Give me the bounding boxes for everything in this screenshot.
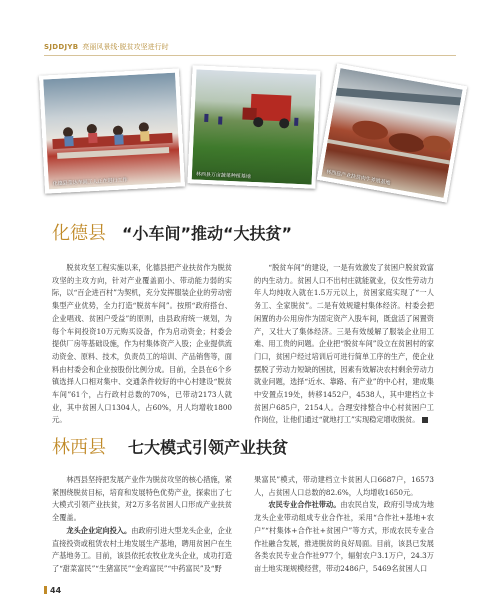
farm-harvest-photo bbox=[187, 65, 320, 188]
article2-headline: 七大模式引领产业扶贫 bbox=[128, 438, 289, 457]
paragraph-text: 由政府引进大型龙头企业，企业直接投资或租赁农村土地发展生产基地，聘用贫困户在生产基地务工。目前，该县依托农牧业龙头企业，成功打造了“甜菜富民”“生猪富民”“金鸡富民”“中药富民”及“野 bbox=[52, 525, 232, 573]
article1-headline: “小车间”推动“大扶贫” bbox=[122, 224, 293, 243]
cattle-barn-photo bbox=[317, 63, 467, 202]
page-header bbox=[44, 40, 169, 54]
photo-caption: 林西县产业扶贫肉牛养殖基地 bbox=[325, 169, 391, 187]
section-title: 亮丽风景线·脱贫攻坚进行时 bbox=[82, 43, 169, 51]
article2-column-right bbox=[254, 474, 434, 576]
article1-paragraph bbox=[254, 262, 434, 427]
article1-column-left bbox=[52, 262, 232, 427]
photo-strip bbox=[42, 62, 458, 202]
article2-paragraph: 林西县坚持把发展产业作为脱贫攻坚的核心措施，紧紧围绕脱贫目标，培育和发展特色优势产业，探索出了七大模式引领产业扶贫，对2万多名贫困人口形成产业扶贫全覆盖。 bbox=[52, 475, 232, 523]
article2-paragraph bbox=[52, 525, 232, 576]
article1-title bbox=[52, 219, 292, 245]
photo-caption: 林西县万亩蔬菜种植基地 bbox=[195, 171, 251, 180]
photo-caption: 化德县莹达车间工人正在进行工作 bbox=[52, 177, 128, 188]
article2-title bbox=[52, 433, 288, 459]
paragraph-text: 由农民自发，政府引导成为地龙头企业带动组成专业合作社，采用“合作社+基地+农户”“村集体+合作社+贫困户”等方式，形成农民专业合作社融合发展，推进脱贫的良好局面。目前，该县已发展各类农民专业合作社977个，辐射农户3.1万户，24.3万亩土地实现规模经营，带动2486户，5469名贫困人口 bbox=[254, 500, 434, 573]
factory-workers-photo bbox=[39, 68, 185, 193]
paragraph-lead: 龙头企业定向投入。 bbox=[66, 525, 132, 535]
article2-paragraph: 果富民”模式，带动建档立卡贫困人口6687户，16573人，占贫困人口总数的82.6%，人均增收1650元。 bbox=[254, 475, 434, 497]
article2-paragraph bbox=[254, 499, 434, 575]
article2-column-left bbox=[52, 474, 232, 576]
article1-county: 化德县 bbox=[52, 223, 106, 244]
article2-body bbox=[52, 474, 434, 582]
paragraph-lead: 农民专业合作社带动。 bbox=[268, 500, 341, 510]
article1-body bbox=[52, 262, 434, 424]
header-divider bbox=[44, 55, 456, 56]
article1-paragraph: 脱贫攻坚工程实施以来，化德县把产业扶贫作为脱贫攻坚的主攻方向，针对产业覆盖面小、带动能力弱的实际，以“百企进百村”为契机，充分发挥服装企业的劳动密集型产业优势，全力打造“脱贫车间”。按照“政府搭台、企业唱戏、贫困户受益”的原则，由县政府统一规划，为每个车间投资10万元购买设备，作为启动资金；村委会提供厂房等基础设施，作为村集体资产入股；企业提供流动资金、原料、技术，负责员工的培训、产品销售等，面料由村委会和企业按股份比例分成。目前，全县在6个乡镇选择人口相对集中、交通条件较好的中心村建设“脱贫车间”61个，占行政村总数的70%，已带动2173人就业，其中贫困人口1304人，占60%，月人均增收1800元。 bbox=[52, 263, 232, 425]
magazine-brand: SJDDJYB bbox=[44, 43, 79, 51]
article1-paragraph-text: “脱贫车间”的建设，一是有效激发了贫困户脱贫致富的内生动力。贫困人口不出村庄就能就业，仅女性劳动力年人均纯收入就在1.5万元以上，贫困家庭实现了“一人务工、全家脱贫”。二是有效规避村集体经济。村委会把闲置的办公用房作为固定资产入股车间，既盘活了闲置资产，又壮大了集体经济。三是有效缓解了服装企业用工难、用工贵的问题。企业把“脱贫车间”设立在贫困村的家门口，贫困户经过培训后可进行简单工序的生产，使企业摆脱了劳动力短缺的困扰，因素有效解决农村剩余劳动力就业问题，选择“近水、靠路、有产业”的中心村，建成集中安置点19处，转移1452户，4538人，其中建档立卡贫困户685户，2154人。合理安排整合中心村贫困户工作岗位，让他们通过“就地打工”实现稳定增收脱贫。 bbox=[254, 263, 434, 425]
page-number: 44 bbox=[44, 586, 61, 595]
article2-county: 林西县 bbox=[52, 437, 106, 458]
end-mark-icon bbox=[422, 417, 428, 423]
article1-column-right bbox=[254, 262, 434, 427]
